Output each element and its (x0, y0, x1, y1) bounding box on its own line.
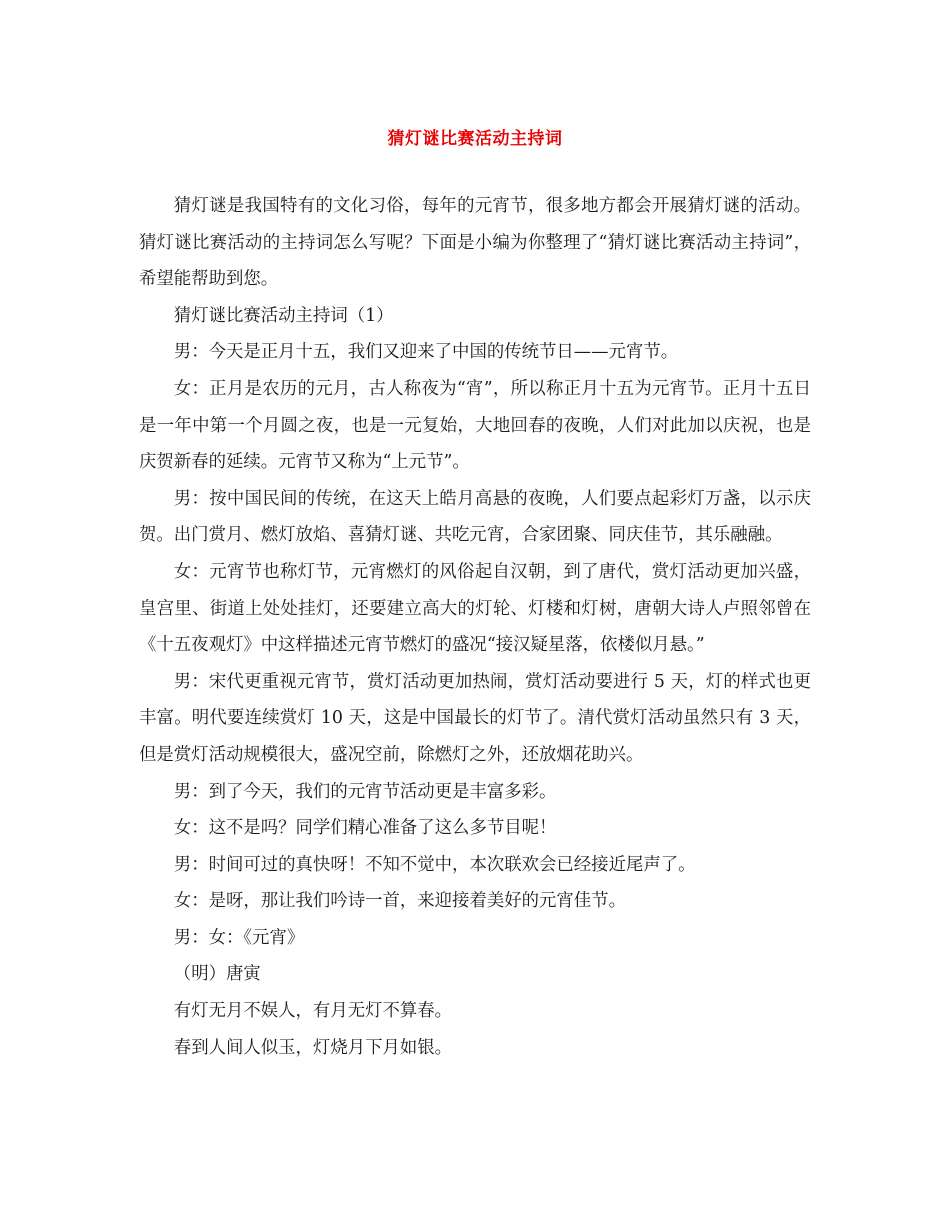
poem-author: （明）唐寅 (173, 964, 261, 985)
dialogue-paragraph: 女：正月是农历的元月，古人称夜为“宵”，所以称正月十五为元宵节。正月十五日是一年中第一个月圆之夜，也是一元复始，大地回春的夜晚，人们对此加以庆祝，也是庆贺新春的延续。元宵节又称为“上元节”。 (139, 378, 811, 473)
document-title: 猜灯谜比赛活动主持词 (387, 129, 563, 149)
dialogue-paragraph: 女：元宵节也称灯节，元宵燃灯的风俗起自汉朝，到了唐代，赏灯活动更加兴盛，皇宫里、街道上处处挂灯，还要建立高大的灯轮、灯楼和灯树，唐朝大诗人卢照邻曾在《十五夜观灯》中这样描述元宵节燃灯的盛况“接汉疑星落，依楼似月悬。” (139, 561, 811, 656)
dialogue-paragraph: 男：按中国民间的传统，在这天上皓月高悬的夜晚，人们要点起彩灯万盏，以示庆贺。出门赏月、燃灯放焰、喜猜灯谜、共吃元宵，合家团聚、同庆佳节，其乐融融。 (139, 488, 811, 546)
section-heading: 猜灯谜比赛活动主持词（1） (173, 305, 394, 326)
dialogue-paragraph: 男：到了今天，我们的元宵节活动更是丰富多彩。 (173, 781, 557, 802)
dialogue-paragraph: 女：是呀，那让我们吟诗一首，来迎接着美好的元宵佳节。 (173, 891, 626, 912)
document-body (139, 188, 811, 1066)
dialogue-paragraph: 男：今天是正月十五，我们又迎来了中国的传统节日——元宵节。 (173, 342, 679, 363)
dialogue-paragraph: 女：这不是吗？同学们精心准备了这么多节目呢！ (173, 818, 557, 839)
dialogue-paragraph: 男：时间可过的真快呀！不知不觉中，本次联欢会已经接近尾声了。 (173, 854, 696, 875)
poem-title-line: 男：女：《元宵》 (173, 927, 305, 948)
dialogue-paragraph: 男：宋代更重视元宵节，赏灯活动更加热闹，赏灯活动要进行 5 天，灯的样式也更丰富。明代要连续赏灯 10 天，这是中国最长的灯节了。清代赏灯活动虽然只有 3 天，但是赏灯活动规模很大，盛况空前，除燃灯之外，还放烟花助兴。 (139, 671, 811, 765)
poem-line: 春到人间人似玉，灯烧月下月如银。 (173, 1037, 453, 1058)
poem-line: 有灯无月不娱人，有月无灯不算春。 (173, 1001, 453, 1022)
intro-paragraph: 猜灯谜是我国特有的文化习俗，每年的元宵节，很多地方都会开展猜灯谜的活动。猜灯谜比赛活动的主持词怎么写呢？下面是小编为你整理了“猜灯谜比赛活动主持词”，希望能帮助到您。 (139, 196, 811, 290)
